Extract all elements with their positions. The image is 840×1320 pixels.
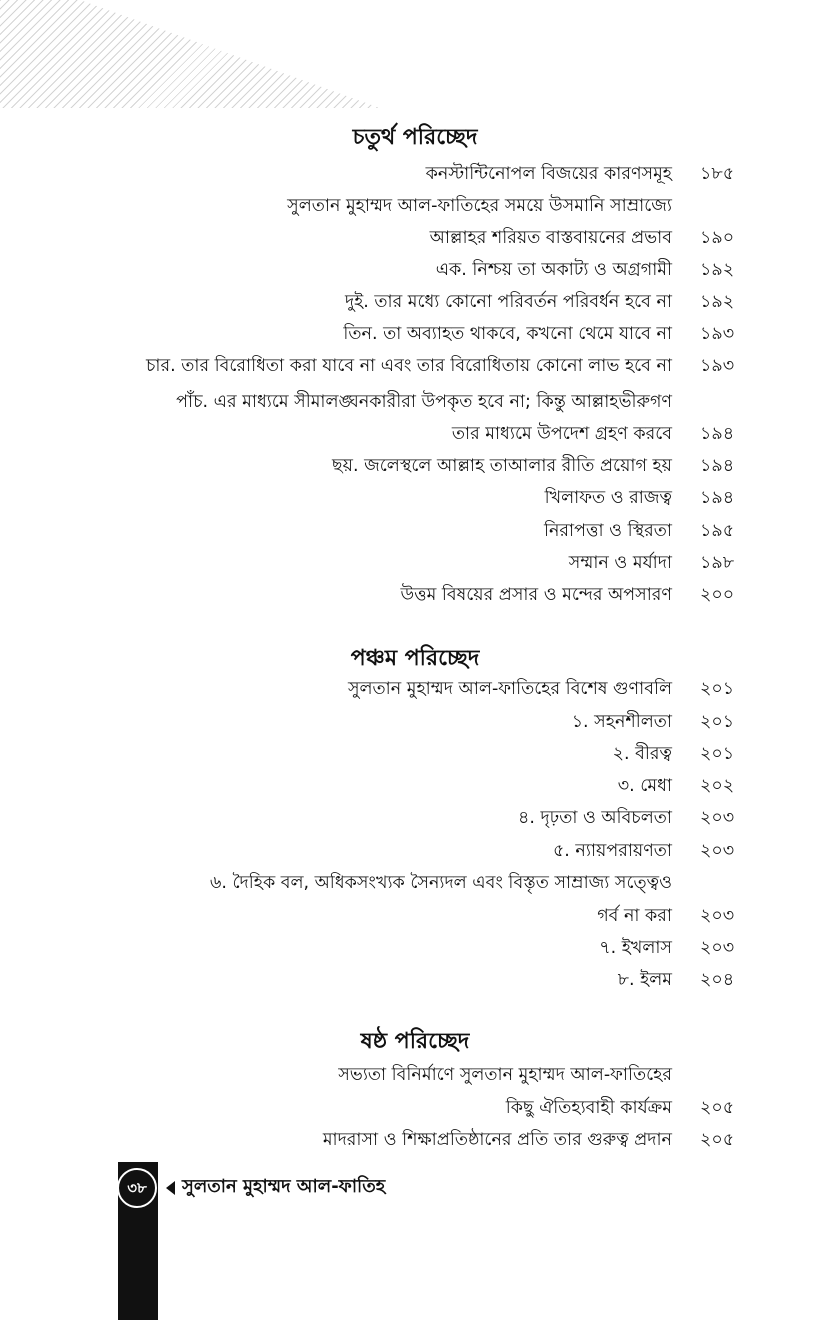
toc-entry-title: এক. নিশ্চয় তা অকাট্য ও অগ্রগামী [435, 260, 672, 280]
toc-entry [0, 158, 840, 190]
toc-entry-title: ৬. দৈহিক বল, অধিকসংখ্যক সৈন্যদল এবং বিস্তৃত সাম্রাজ্য সত্ত্বেও [209, 873, 672, 893]
toc-entry-title: মাদরাসা ও শিক্ষাপ্রতিষ্ঠানের প্রতি তার গুরুত্ব প্রদান [322, 1130, 672, 1150]
toc-entry-page-number: ১৯৩ [700, 324, 735, 344]
toc-entry-page-number: ১৯৪ [700, 488, 735, 508]
toc-entry-page-number: ১৯৩ [700, 356, 735, 376]
toc-entry [0, 900, 840, 932]
toc-entry-page-number: ২০৩ [700, 906, 735, 926]
toc-entry-title: সম্মান ও মর্যাদা [568, 553, 672, 573]
section-heading: পঞ্চম পরিচ্ছেদ [350, 646, 480, 671]
toc-entry-page-number: ২০২ [700, 776, 735, 796]
toc-entry-title: কিছু ঐতিহ্যবাহী কার্যক্রম [505, 1098, 672, 1118]
toc-entry-page-number: ১৯৪ [700, 456, 735, 476]
toc-entry-page-number: ২০০ [700, 585, 735, 605]
toc-entry-title: সভ্যতা বিনির্মাণে সুলতান মুহাম্মদ আল-ফাতিহের [338, 1065, 672, 1085]
toc-entry [0, 770, 840, 802]
toc-entry [0, 418, 840, 450]
toc-entry [0, 450, 840, 482]
toc-entry [0, 254, 840, 286]
decorative-hatch-pattern [0, 0, 380, 108]
toc-entry [0, 222, 840, 254]
toc-entry-title: গর্ব না করা [597, 906, 672, 926]
toc-entry-page-number: ২০১ [700, 712, 735, 732]
toc-entry-page-number: ২০৩ [700, 938, 735, 958]
page-number-badge: ৩৮ [117, 1168, 157, 1208]
toc-entry-title: ১. সহনশীলতা [571, 712, 672, 732]
toc-entry-page-number: ২০৪ [700, 970, 735, 990]
toc-entry [0, 547, 840, 579]
toc-entry [0, 932, 840, 964]
toc-entry-page-number: ১৯২ [700, 292, 735, 312]
toc-entry-title: ৭. ইখলাস [599, 938, 672, 958]
toc-entry-title: পাঁচ. এর মাধ্যমে সীমালঙ্ঘনকারীরা উপকৃত হবে না; কিন্তু আল্লাহভীরুগণ [176, 392, 672, 412]
toc-entry-page-number: ১৯৪ [700, 424, 735, 444]
toc-entry-title: ছয়. জলেস্থলে আল্লাহ তাআলার রীতি প্রয়োগ হয় [332, 456, 672, 476]
toc-entry [0, 1092, 840, 1124]
toc-entry-page-number: ১৯৮ [700, 553, 735, 573]
toc-entry-title: সুলতান মুহাম্মদ আল-ফাতিহের বিশেষ গুণাবলি [347, 679, 672, 699]
toc-entry-title: কনস্টান্টিনোপল বিজয়ের কারণসমূহ [425, 164, 672, 184]
toc-entry-page-number: ২০৩ [700, 808, 735, 828]
toc-entry-title: উত্তম বিষয়ের প্রসার ও মন্দের অপসারণ [400, 585, 672, 605]
toc-entry [0, 350, 840, 382]
toc-entry-page-number: ২০৫ [700, 1098, 735, 1118]
toc-entry-title: চার. তার বিরোধিতা করা যাবে না এবং তার বিরোধিতায় কোনো লাভ হবে না [145, 356, 672, 376]
toc-entry-page-number: ১৯৫ [700, 521, 735, 541]
toc-entry [0, 482, 840, 514]
toc-entry-title: দুই. তার মধ্যে কোনো পরিবর্তন পরিবর্ধন হবে না [344, 292, 672, 312]
footer-arrow-icon [166, 1181, 175, 1195]
toc-entry-page-number: ২০১ [700, 679, 735, 699]
toc-entry-title: ৪. দৃঢ়তা ও অবিচলতা [517, 808, 672, 828]
toc-entry-page-number: ২০৫ [700, 1130, 735, 1150]
toc-entry [0, 867, 840, 899]
toc-entry [0, 802, 840, 834]
toc-entry-page-number: ২০৩ [700, 841, 735, 861]
toc-entry-title: আল্লাহর শরিয়ত বাস্তবায়নের প্রভাব [429, 228, 672, 248]
toc-entry [0, 386, 840, 418]
toc-entry [0, 286, 840, 318]
toc-entry [0, 964, 840, 996]
toc-entry-page-number: ১৯২ [700, 260, 735, 280]
toc-entry-title: ২. বীরত্ব [612, 744, 672, 764]
book-title: সুলতান মুহাম্মদ আল-ফাতিহ [182, 1176, 386, 1197]
toc-entry [0, 579, 840, 611]
toc-entry-page-number: ১৯০ [700, 228, 735, 248]
toc-entry [0, 706, 840, 738]
toc-entry-page-number: ১৮৫ [700, 164, 735, 184]
toc-entry [0, 318, 840, 350]
toc-entry [0, 1124, 840, 1156]
toc-entry [0, 515, 840, 547]
toc-entry [0, 835, 840, 867]
toc-entry [0, 738, 840, 770]
toc-entry-title: তিন. তা অব্যাহত থাকবে, কখনো থেমে যাবে না [343, 324, 672, 344]
toc-entry [0, 673, 840, 705]
toc-entry-page-number: ২০১ [700, 744, 735, 764]
section-heading: ষষ্ঠ পরিচ্ছেদ [360, 1029, 470, 1054]
section-heading: চতুর্থ পরিচ্ছেদ [352, 125, 478, 150]
toc-entry-title: ৮. ইলম [617, 970, 672, 990]
toc-entry [0, 1059, 840, 1091]
toc-entry-title: খিলাফত ও রাজত্ব [544, 488, 672, 508]
toc-entry-title: সুলতান মুহাম্মদ আল-ফাতিহের সময়ে উসমানি সাম্রাজ্যে [287, 196, 672, 216]
toc-entry-title: নিরাপত্তা ও স্থিরতা [543, 521, 672, 541]
toc-entry-title: তার মাধ্যমে উপদেশ গ্রহণ করবে [451, 424, 672, 444]
toc-entry-title: ৫. ন্যায়পরায়ণতা [552, 841, 672, 861]
toc-entry-title: ৩. মেধা [617, 776, 672, 796]
toc-entry [0, 190, 840, 222]
